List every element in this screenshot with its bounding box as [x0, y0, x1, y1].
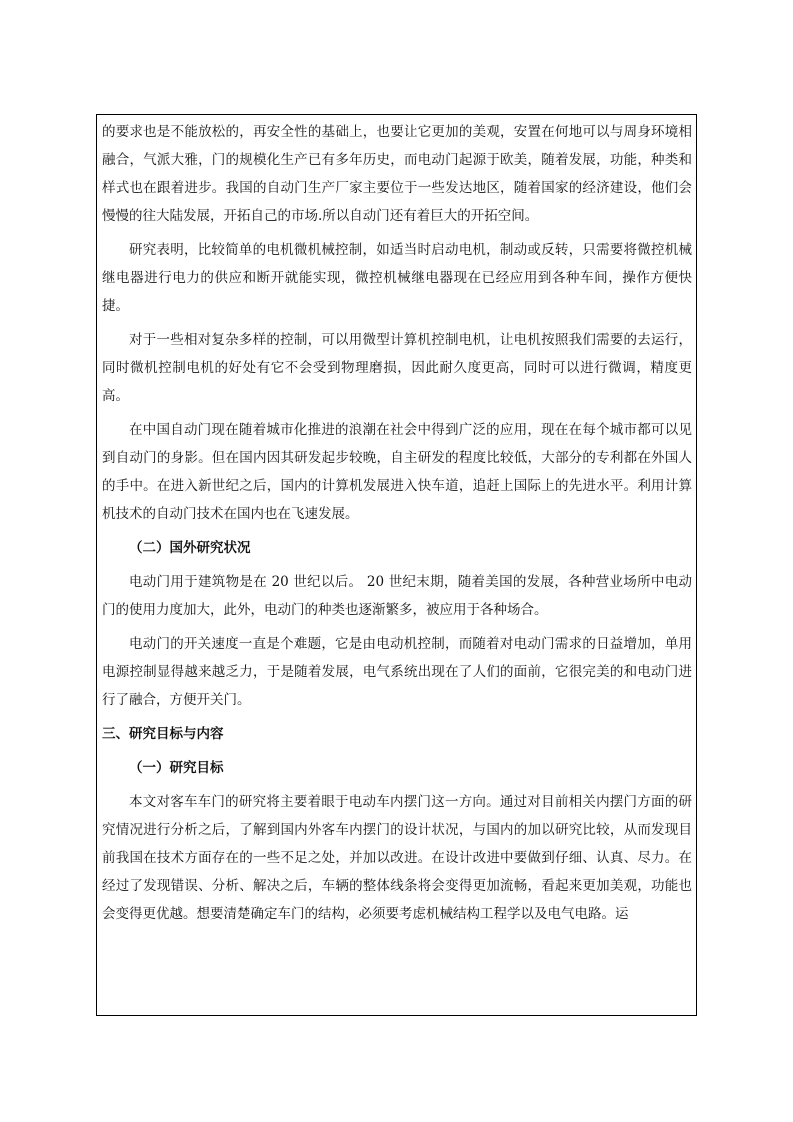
paragraph-20th-century: 电动门用于建筑物是在 20 世纪以后。 20 世纪末期，随着美国的发展，各种营业场所中电动门的使用力度加大，此外，电动门的种类也逐渐繁多，被应用于各种场合。 [102, 574, 692, 618]
document-body [102, 118, 692, 928]
paragraph-china-automatic-doors: 在中国自动门现在随着城市化推进的浪潮在社会中得到广泛的应用，现在在每个城市都可以见到自动门的身影。但在国内因其研发起步较晚，自主研发的程度比较低，大部分的专利都在外国人的手中。在进入新世纪之后，国内的计算机发展进入快车道，追赶上国际上的先进水平。利用计算机技术的自动门技术在国内也在飞速发展。 [102, 422, 692, 522]
paragraph-door-speed: 电动门的开关速度一直是个难题，它是由电动机控制，而随着对电动门需求的日益增加，单用电源控制显得越来越乏力，于是随着发展，电气系统出现在了人们的面前，它很完美的和电动门进行了融合，方便开关门。 [102, 636, 692, 708]
subheading-foreign-research: （二）国外研究状况 [129, 540, 251, 556]
paragraph-inner-swing-door: 本文对客车车门的研究将主要着眼于电动车内摆门这一方向。通过对目前相关内摆门方面的研究情况进行分析之后，了解到国内外客车内摆门的设计状况，与国内的加以研究比较，从而发现目前我国在技术方面存在的一些不足之处，并加以改进。在设计改进中要做到仔细、认真、尽力。在经过了发现错误、分析、解决之后，车辆的整体线条将会变得更加流畅，看起来更加美观，功能也会变得更优越。想要清楚确定车门的结构，必须要考虑机械结构工程学以及电气电路。运 [102, 794, 692, 922]
heading-research-goals-content: 三、研究目标与内容 [102, 726, 224, 742]
subheading-research-goals: （一）研究目标 [129, 760, 224, 776]
paragraph-relay-control: 研究表明，比较简单的电机微机械控制，如适当时启动电机，制动或反转，只需要将微控机械继电器进行电力的供应和断开就能实现，微控机械继电器现在已经应用到各种车间，操作方便快捷。 [102, 242, 692, 314]
paragraph-door-aesthetics: 的要求也是不能放松的，再安全性的基础上，也要让它更加的美观，安置在何地可以与周身环境相融合，气派大雅，门的规模化生产已有多年历史，而电动门起源于欧美，随着发展，功能，种类和样式也在跟着进步。我国的自动门生产厂家主要位于一些发达地区，随着国家的经济建设，他们会慢慢的往大陆发展，开拓自己的市场.所以自动门还有着巨大的开拓空间。 [102, 124, 692, 224]
paragraph-microcomputer-control: 对于一些相对复杂多样的控制，可以用微型计算机控制电机，让电机按照我们需要的去运行，同时微机控制电机的好处有它不会受到物理磨损，因此耐久度更高，同时可以进行微调，精度更高。 [102, 332, 692, 404]
document-frame [96, 114, 697, 1016]
